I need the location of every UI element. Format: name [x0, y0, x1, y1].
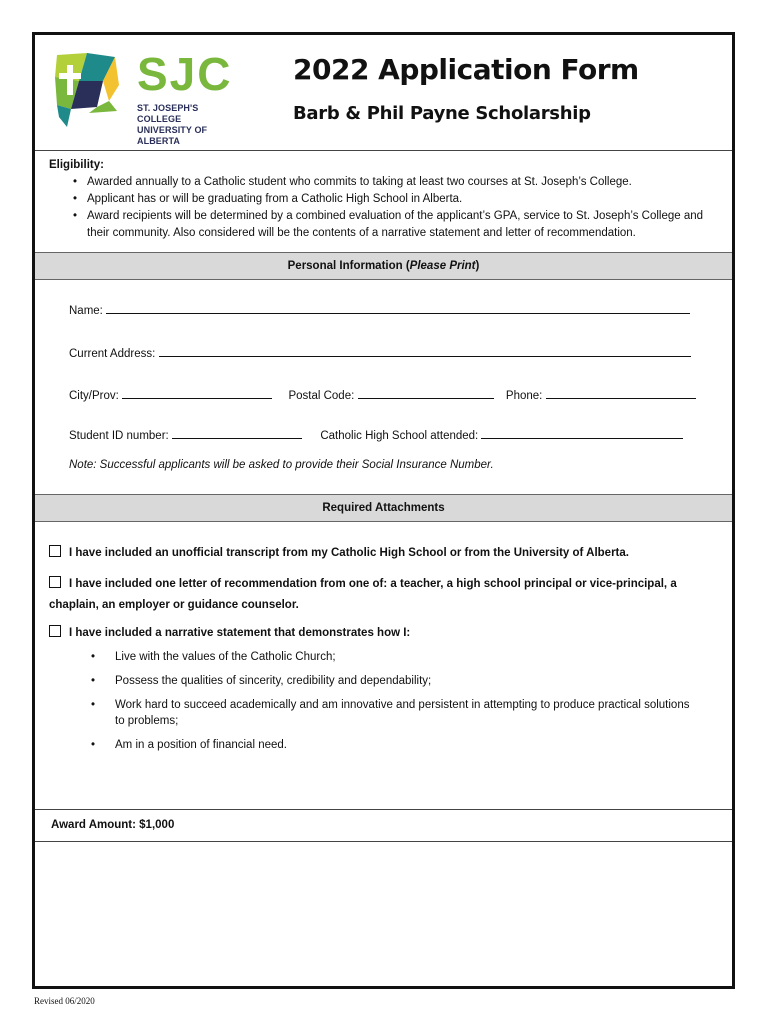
student-school-row [69, 426, 683, 442]
award-divider-top [35, 809, 732, 810]
form-header [35, 35, 732, 151]
bullet-icon: • [73, 176, 78, 188]
name-label: Name: [69, 305, 103, 317]
address-label: Current Address: [69, 348, 156, 360]
address-row [69, 344, 691, 360]
transcript-checkbox[interactable] [49, 545, 61, 557]
eligibility-item: • Award recipients will be determined by a combined evaluation of the applicant’s GPA, service to St. Joseph’s College and their community. Also considered will be the contents of a narrative statement and letter of recommendation. [73, 210, 704, 239]
logo-university-name: UNIVERSITY OF ALBERTA [137, 125, 208, 146]
recommendation-checkbox[interactable] [49, 576, 61, 588]
high-school-label: Catholic High School attended: [320, 430, 479, 442]
city-field[interactable] [122, 386, 272, 399]
student-id-field[interactable] [172, 426, 302, 439]
eligibility-heading: Eligibility: [49, 159, 104, 171]
logo-sjc-text: SJC [137, 48, 233, 100]
form-title: 2022 Application Form [293, 53, 639, 86]
narrative-qualities-list [91, 649, 691, 761]
phone-label: Phone: [505, 390, 543, 402]
sjc-logo-mark-icon [53, 51, 123, 131]
revision-date: Revised 06/2020 [34, 996, 95, 1006]
list-item: • Possess the qualities of sincerity, credibility and dependability; [91, 675, 432, 687]
bullet-icon: • [73, 210, 78, 222]
bullet-icon: • [91, 699, 96, 711]
eligibility-list [49, 174, 719, 242]
city-label: City/Prov: [69, 390, 119, 402]
sin-note: Note: Successful applicants will be asked to provide their Social Insurance Number. [69, 459, 494, 471]
eligibility-item: • Awarded annually to a Catholic student who commits to taking at least two courses at St. Joseph’s College. [49, 174, 719, 191]
eligibility-item: • Applicant has or will be graduating from a Catholic High School in Alberta. [49, 191, 719, 208]
bullet-icon: • [91, 739, 96, 751]
postal-label: Postal Code: [288, 390, 355, 402]
eligibility-section [49, 157, 719, 242]
application-form [32, 32, 735, 989]
narrative-check-row: I have included a narrative statement that demonstrates how I: [49, 623, 709, 644]
bullet-icon: • [91, 651, 96, 663]
transcript-check-row: I have included an unofficial transcript from my Catholic High School or from the University of Alberta. [49, 543, 709, 564]
recommendation-check-row: I have included one letter of recommendation from one of: a teacher, a high school principal or vice-principal, a chaplain, an employer or guidance counselor. [49, 578, 677, 611]
award-divider-bottom [35, 841, 732, 842]
high-school-field[interactable] [481, 426, 683, 439]
personal-info-heading: Personal Information (Please Print) [35, 252, 732, 280]
bullet-icon: • [73, 193, 78, 205]
logo-wordmark [137, 48, 233, 147]
address-field[interactable] [159, 344, 691, 357]
city-postal-phone-row [69, 386, 696, 402]
list-item: • Work hard to succeed academically and am innovative and persistent in attempting to produce practical solutions to problems; [91, 699, 690, 727]
award-amount: Award Amount: $1,000 [51, 819, 175, 831]
sjc-logo [53, 48, 233, 146]
scholarship-name: Barb & Phil Payne Scholarship [293, 103, 591, 124]
student-id-label: Student ID number: [69, 430, 169, 442]
list-item: • Live with the values of the Catholic Church; [91, 651, 336, 663]
name-row [69, 301, 690, 317]
name-field[interactable] [106, 301, 690, 314]
attachments-heading: Required Attachments [35, 494, 732, 522]
bullet-icon: • [91, 675, 96, 687]
postal-code-field[interactable] [358, 386, 494, 399]
narrative-checkbox[interactable] [49, 625, 61, 637]
phone-field[interactable] [546, 386, 696, 399]
logo-college-name: ST. JOSEPH'S COLLEGE [137, 103, 199, 124]
list-item: • Am in a position of financial need. [91, 739, 287, 751]
